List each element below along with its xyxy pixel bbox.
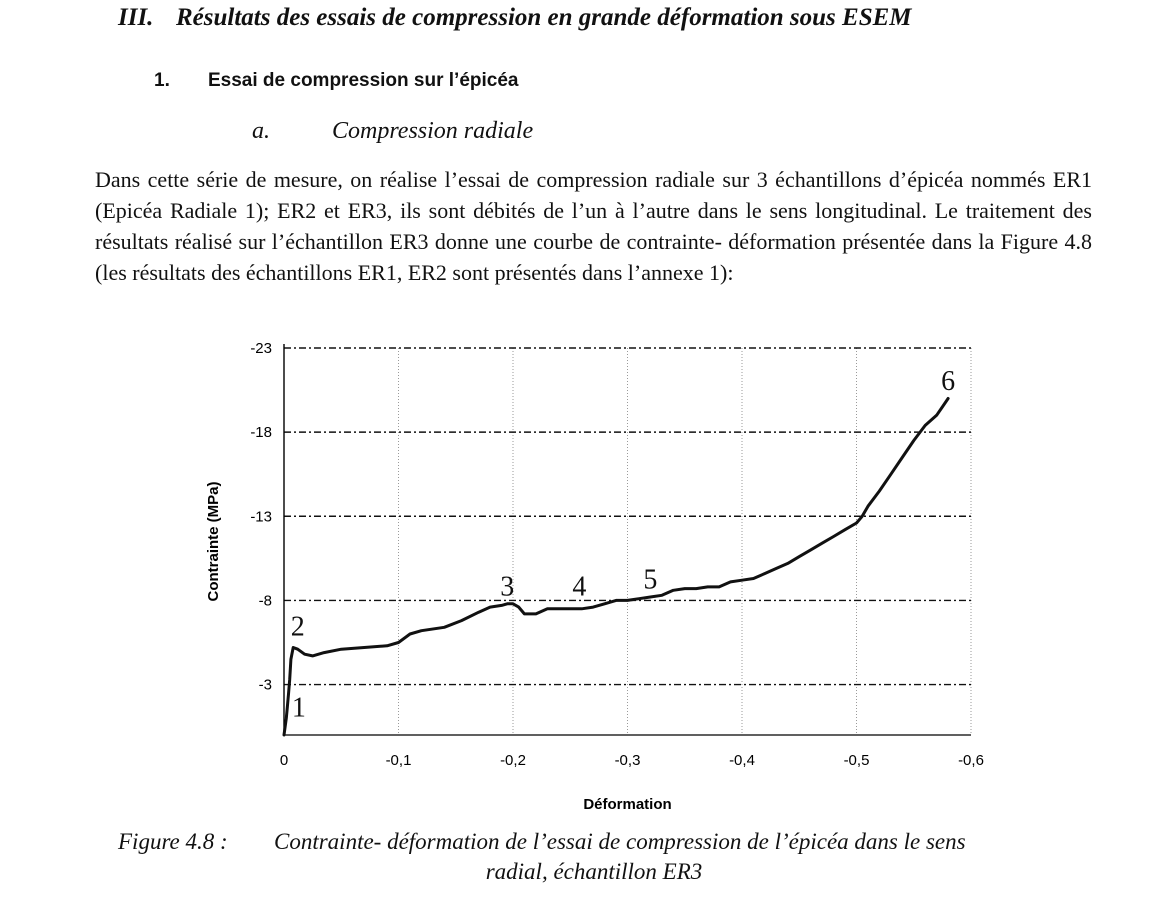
subsection-title: Essai de compression sur l’épicéa xyxy=(208,70,519,91)
point-label-3: 3 xyxy=(500,571,515,603)
point-label-6: 6 xyxy=(941,366,956,398)
subsubsection-number: a. xyxy=(252,118,270,144)
subsection-heading xyxy=(154,70,518,92)
chart-tick-labels xyxy=(250,340,984,769)
y-tick-label-3: -18 xyxy=(250,424,272,442)
y-tick-label-4: -23 xyxy=(250,340,272,357)
subsubsection-heading xyxy=(252,118,533,145)
y-tick-label-2: -13 xyxy=(250,508,272,526)
subsection-number: 1. xyxy=(154,70,170,91)
subsubsection-title: Compression radiale xyxy=(332,118,534,144)
stress-strain-chart xyxy=(196,330,1016,815)
y-tick-label-1: -8 xyxy=(258,592,272,610)
point-label-4: 4 xyxy=(572,571,587,603)
x-tick-label-4: -0,4 xyxy=(729,752,755,769)
x-tick-label-3: -0,3 xyxy=(614,752,641,769)
caption-line-1: Contrainte- déformation de l’essai de compression de l’épicéa dans le sens xyxy=(274,829,966,854)
y-tick-label-0: -3 xyxy=(258,676,272,694)
section-title: Résultats des essais de compression en grande déformation sous ESEM xyxy=(176,4,912,31)
x-tick-label-5: -0,5 xyxy=(843,752,870,769)
y-axis-title: Contrainte (MPa) xyxy=(205,481,222,602)
chart-annotations xyxy=(291,366,955,723)
x-tick-label-6: -0,6 xyxy=(958,752,984,769)
point-label-2: 2 xyxy=(290,611,305,643)
caption-line-2: radial, échantillon ER3 xyxy=(485,859,703,884)
x-axis-title: Déformation xyxy=(583,796,672,813)
section-heading xyxy=(118,4,912,32)
point-label-5: 5 xyxy=(643,564,658,596)
point-label-1: 1 xyxy=(291,692,306,724)
x-tick-label-1: -0,1 xyxy=(385,752,412,769)
body-paragraph: Dans cette série de mesure, on réalise l’essai de compression radiale sur 3 échantillons d’épicéa nommés ER1 (Epicéa Radiale 1); ER2 et ER3, ils sont débités de l’un à l’autre dans le sens longitudinal. Le traitement des résultats réalisé sur l’échantillon ER3 donne une courbe de contrainte- déformation présentée dans la Figure 4.8 (les résultats des échantillons ER1, ER2 sont présentés dans l’annexe 1): xyxy=(95,167,1092,285)
x-tick-label-2: -0,2 xyxy=(500,752,526,769)
section-number: III. xyxy=(118,4,154,31)
chart-grid xyxy=(284,348,971,735)
x-tick-label-0: 0 xyxy=(279,752,289,769)
figure-label: Figure 4.8 : xyxy=(118,829,228,854)
